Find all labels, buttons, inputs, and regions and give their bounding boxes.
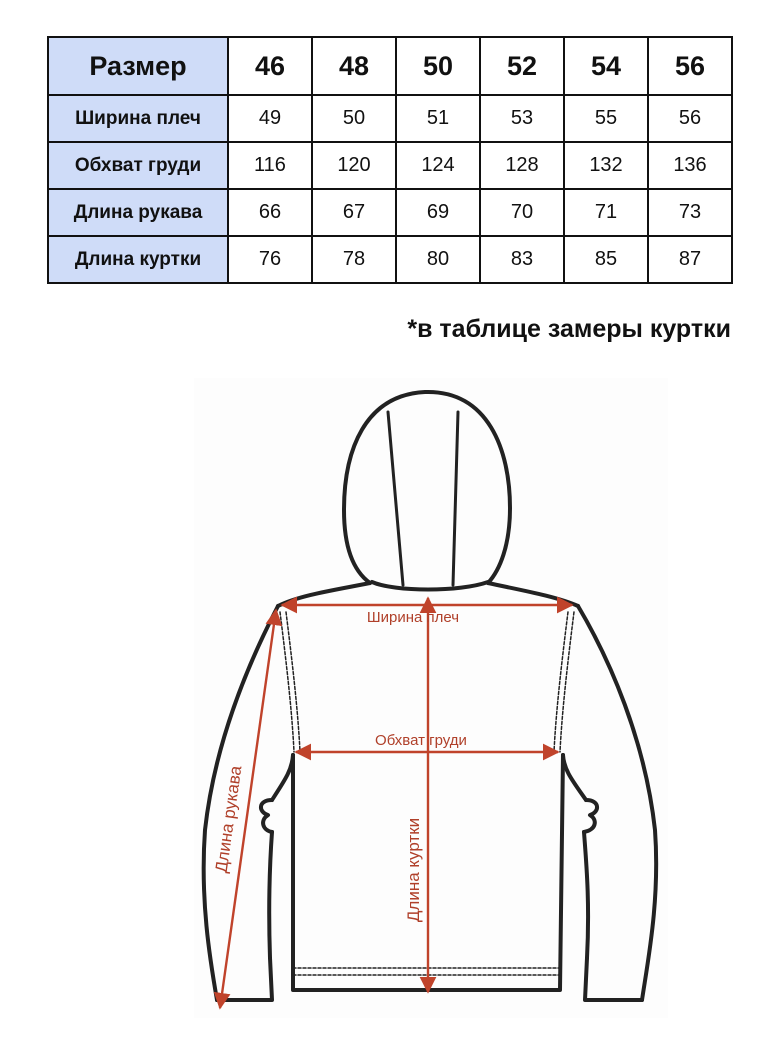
table-cell: 80 bbox=[396, 236, 480, 283]
jacket-diagram bbox=[194, 378, 668, 1018]
row-label: Длина куртки bbox=[48, 236, 228, 283]
table-header-row bbox=[48, 37, 732, 95]
size-header-label: Размер bbox=[48, 37, 228, 95]
table-cell: 71 bbox=[564, 189, 648, 236]
table-cell: 51 bbox=[396, 95, 480, 142]
size-header-cell: 56 bbox=[648, 37, 732, 95]
chest-label: Обхват груди bbox=[375, 732, 467, 749]
table-note: *в таблице замеры куртки bbox=[407, 315, 731, 343]
sleeve-length-label: Длина рукава bbox=[211, 764, 246, 874]
table-cell: 87 bbox=[648, 236, 732, 283]
jacket-length-label: Длина куртки bbox=[404, 817, 423, 923]
table-cell: 55 bbox=[564, 95, 648, 142]
table-cell: 49 bbox=[228, 95, 312, 142]
table-cell: 132 bbox=[564, 142, 648, 189]
table-cell: 56 bbox=[648, 95, 732, 142]
size-table bbox=[47, 36, 733, 284]
table-cell: 136 bbox=[648, 142, 732, 189]
row-label: Ширина плеч bbox=[48, 95, 228, 142]
size-header-cell: 46 bbox=[228, 37, 312, 95]
table-cell: 70 bbox=[480, 189, 564, 236]
size-header-cell: 48 bbox=[312, 37, 396, 95]
table-row-jacket-length bbox=[48, 236, 732, 283]
table-cell: 124 bbox=[396, 142, 480, 189]
table-cell: 120 bbox=[312, 142, 396, 189]
table-row-sleeve-length bbox=[48, 189, 732, 236]
table-cell: 76 bbox=[228, 236, 312, 283]
table-row-shoulder-width bbox=[48, 95, 732, 142]
table-cell: 116 bbox=[228, 142, 312, 189]
table-cell: 67 bbox=[312, 189, 396, 236]
size-header-cell: 52 bbox=[480, 37, 564, 95]
row-label: Длина рукава bbox=[48, 189, 228, 236]
table-cell: 50 bbox=[312, 95, 396, 142]
size-header-cell: 54 bbox=[564, 37, 648, 95]
table-cell: 85 bbox=[564, 236, 648, 283]
table-row-chest bbox=[48, 142, 732, 189]
table-cell: 73 bbox=[648, 189, 732, 236]
table-cell: 69 bbox=[396, 189, 480, 236]
size-header-cell: 50 bbox=[396, 37, 480, 95]
table-cell: 78 bbox=[312, 236, 396, 283]
row-label: Обхват груди bbox=[48, 142, 228, 189]
table-cell: 128 bbox=[480, 142, 564, 189]
shoulder-width-label: Ширина плеч bbox=[366, 609, 460, 626]
table-cell: 83 bbox=[480, 236, 564, 283]
table-cell: 66 bbox=[228, 189, 312, 236]
table-cell: 53 bbox=[480, 95, 564, 142]
